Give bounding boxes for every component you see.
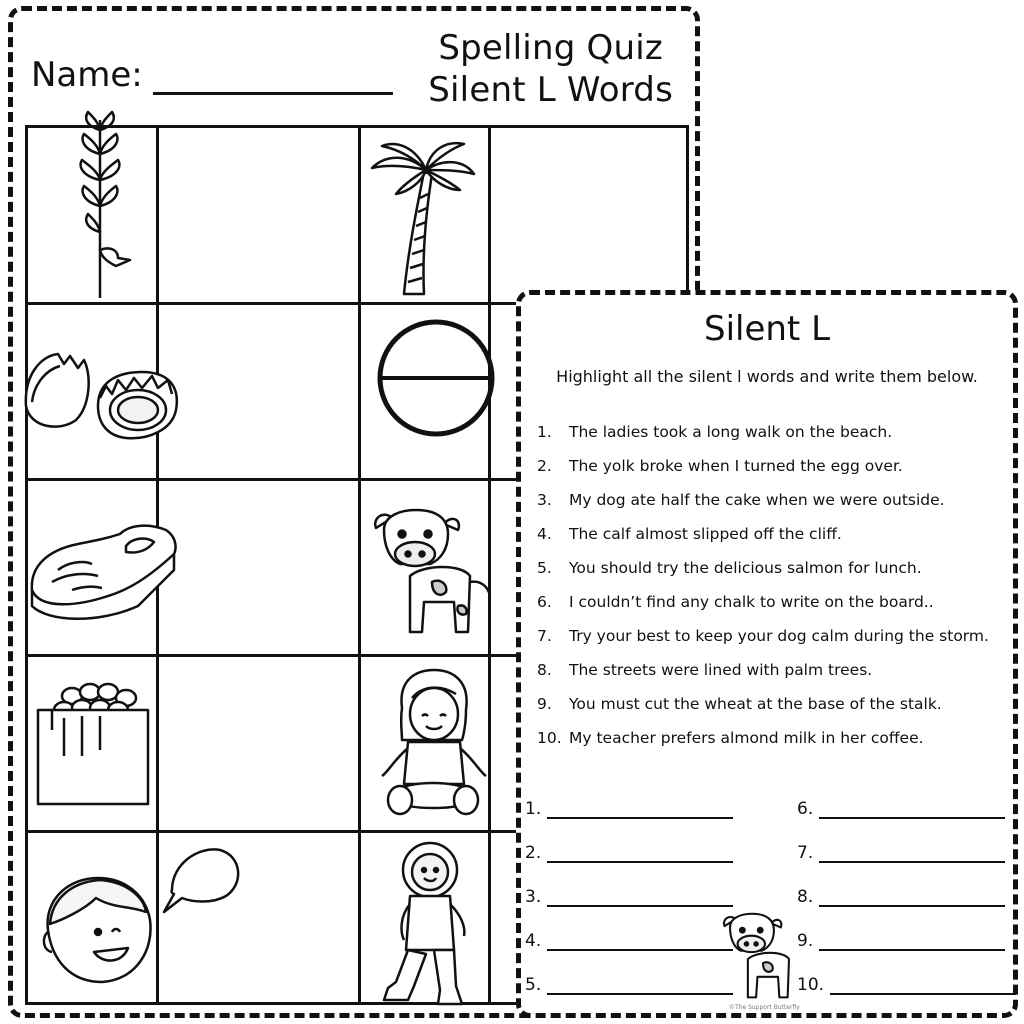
sentence-text: The calf almost slipped off the cliff. [569, 525, 842, 543]
answer-line[interactable] [525, 931, 733, 951]
answer-number: 4. [525, 931, 542, 951]
name-field-line[interactable] [153, 61, 393, 95]
answer-line[interactable] [525, 887, 733, 907]
sentence-item [537, 551, 1003, 585]
sentence-item [537, 721, 1003, 755]
sentence-number: 6. [537, 593, 552, 611]
sentence-item [537, 585, 1003, 619]
sentence-text: The ladies took a long walk on the beach. [569, 423, 893, 441]
answer-line[interactable] [797, 843, 1005, 863]
answer-line[interactable] [797, 799, 1005, 819]
practice-title: Silent L [703, 309, 831, 349]
sentence-item [537, 653, 1003, 687]
sentence-text: My teacher prefers almond milk in her coffee. [569, 729, 924, 747]
sentence-item [537, 619, 1003, 653]
answer-line[interactable] [797, 975, 1016, 995]
answer-number: 1. [525, 799, 542, 819]
sentence-item [537, 517, 1003, 551]
sentence-number: 9. [537, 695, 552, 713]
answer-line[interactable] [797, 887, 1005, 907]
sentence-number: 4. [537, 525, 552, 543]
sentence-number: 5. [537, 559, 552, 577]
sentence-text: The streets were lined with palm trees. [569, 661, 873, 679]
sentence-item [537, 415, 1003, 449]
answer-number: 3. [525, 887, 542, 907]
answer-number: 9. [797, 931, 814, 951]
sentence-item [537, 687, 1003, 721]
sentence-number: 7. [537, 627, 552, 645]
name-label: Name: [31, 55, 143, 95]
answer-number: 6. [797, 799, 814, 819]
answer-line[interactable] [525, 975, 733, 995]
sentence-item [537, 483, 1003, 517]
name-row [31, 55, 393, 95]
sentence-text: You must cut the wheat at the base of the stalk. [569, 695, 942, 713]
answer-line[interactable] [797, 931, 1005, 951]
silent-l-practice-sheet [516, 290, 1018, 1018]
credit-text: ©The Support Butterfly [729, 1004, 800, 1011]
sentence-text: You should try the delicious salmon for lunch. [569, 559, 922, 577]
sentence-number: 10. [537, 729, 562, 747]
sentence-text: I couldn’t find any chalk to write on the board.. [569, 593, 934, 611]
sentence-number: 2. [537, 457, 552, 475]
calf-icon [370, 506, 500, 646]
salmon-steak-icon [28, 510, 178, 630]
answer-number: 2. [525, 843, 542, 863]
sentence-text: The yolk broke when I turned the egg over. [569, 457, 903, 475]
palm-tree-icon [368, 132, 478, 298]
quiz-title-line1: Spelling Quiz [438, 28, 663, 68]
sentence-list [537, 415, 1003, 755]
walking-astronaut-icon [374, 840, 484, 1010]
sentence-number: 8. [537, 661, 552, 679]
calm-girl-icon [378, 668, 488, 828]
chalk-box-icon [32, 680, 152, 810]
sentence-number: 1. [537, 423, 552, 441]
wheat-stalk-icon [58, 110, 138, 300]
calf-icon [717, 911, 813, 1007]
practice-instructions: Highlight all the silent l words and write them below. [556, 367, 978, 386]
quiz-title [428, 27, 673, 111]
talking-face-icon [42, 840, 242, 990]
sentence-number: 3. [537, 491, 552, 509]
answer-line[interactable] [525, 843, 733, 863]
egg-yolk-icon [20, 336, 180, 446]
quiz-title-line2: Silent L Words [428, 70, 673, 110]
sentence-text: Try your best to keep your dog calm during the storm. [569, 627, 989, 645]
answer-number: 5. [525, 975, 542, 995]
answer-line[interactable] [525, 799, 733, 819]
answer-number: 8. [797, 887, 814, 907]
half-circle-icon [376, 318, 496, 438]
sentence-text: My dog ate half the cake when we were outside. [569, 491, 945, 509]
grid-line [358, 128, 361, 1002]
answer-number: 10. [797, 975, 825, 995]
answer-number: 7. [797, 843, 814, 863]
sentence-item [537, 449, 1003, 483]
